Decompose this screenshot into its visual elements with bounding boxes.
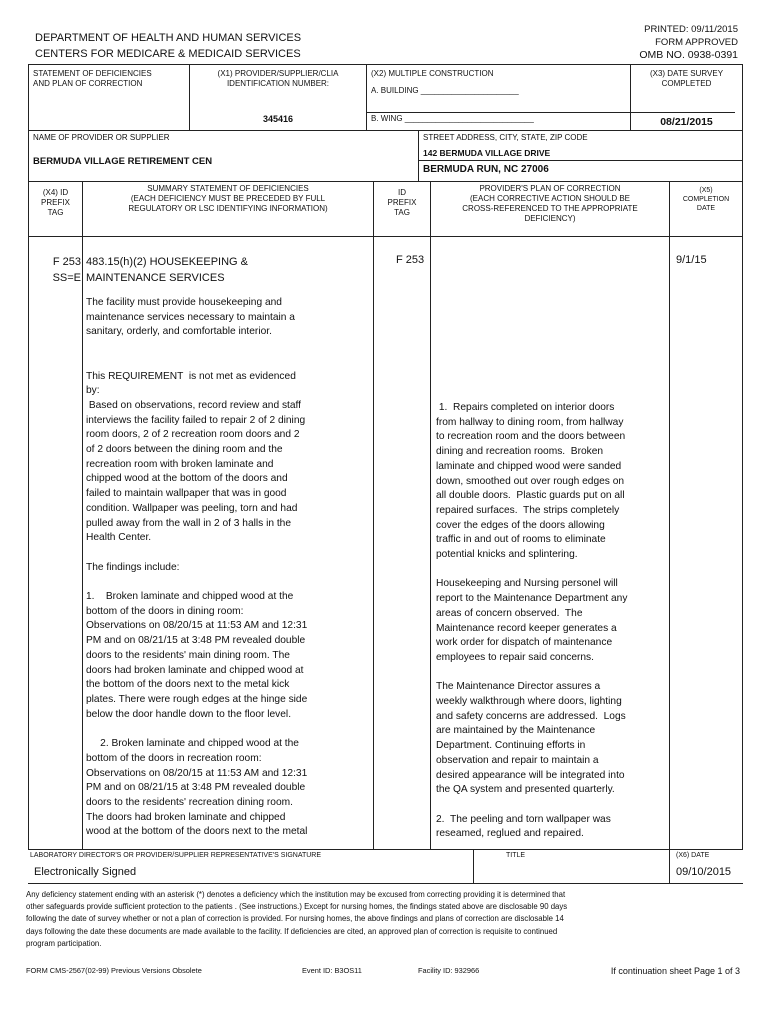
statement-label: STATEMENT OF DEFICIENCIES AND PLAN OF CORRECTION	[33, 69, 152, 88]
x1-value: 345416	[262, 114, 294, 124]
title-divider	[473, 849, 474, 883]
x2-divider	[366, 64, 367, 130]
date-divider	[669, 849, 670, 883]
deficiency-text: The facility must provide housekeeping and maintenance services necessary to maintain a sanitary, orderly, and comfortable interior. This REQUIREMENT is not met as evidenced by: Based on observations, record review and staff interviews the facility failed to repair 2 of 2 dining room doors, 2 of 2 recreation room doors and 2 of 2 doors between the dining room and the recreation room with broken laminate and chipped wood at the bottom of the doors and failed to maintain wallpaper that was in good condition. Wallpaper was peeling, torn and had pulled away from the wall in 2 of 3 halls in the Health Center. The findings include: 1. Broken laminate and chipped wood at the bottom of the doors in dining room: Observations on 08/20/15 at 11:53 AM and 12:31 PM and on 08/21/15 at 3:48 PM revealed double doors to the residents' main dining room. The doors had broken laminate and chipped wood at the bottom of the doors next to the metal kick plates. There were rough edges at the hinge side below the door handle down to the floor level. 2. Broken laminate and chipped wood at the bottom of the doors in recreation room: Observations on 08/20/15 at 11:53 AM and 12:31 PM and on 08/21/15 at 3:48 PM revealed double doors to the residents' recreation dining room. The doors had broken laminate and chipped wood at the bottom of the doors next to the metal	[86, 297, 308, 838]
page-indicator: If continuation sheet Page 1 of 3	[610, 966, 740, 976]
x4-column-divider	[82, 181, 83, 849]
form-number: FORM CMS-2567(02-99) Previous Versions Obsolete	[26, 966, 202, 975]
address-rule	[418, 160, 743, 161]
id-prefix-header: ID PREFIX TAG	[387, 188, 417, 217]
event-id: Event ID: B3OS11	[302, 966, 362, 975]
plan-tag: F 253	[396, 254, 425, 266]
city-state-zip: BERMUDA RUN, NC 27006	[423, 164, 549, 175]
provider-name: BERMUDA VILLAGE RETIREMENT CEN	[33, 156, 213, 167]
street-address: 142 BERMUDA VILLAGE DRIVE	[423, 148, 551, 158]
deficiency-tag: F 253 SS=E	[52, 256, 81, 284]
provider-name-label: NAME OF PROVIDER OR SUPPLIER	[33, 133, 170, 142]
summary-column-divider	[373, 181, 374, 849]
right-border	[742, 64, 743, 849]
x3-label: (X3) DATE SURVEY COMPLETED	[649, 69, 724, 88]
agency-title: CENTERS FOR MEDICARE & MEDICAID SERVICES	[35, 48, 301, 60]
address-label: STREET ADDRESS, CITY, STATE, ZIP CODE	[423, 133, 588, 142]
printed-date: PRINTED: 09/11/2015	[644, 24, 738, 35]
wing-label: B. WING _____________________________	[371, 114, 534, 123]
body-bottom-rule	[28, 849, 743, 850]
survey-date: 08/21/2015	[660, 116, 713, 128]
omb-number: OMB NO. 0938-0391	[639, 49, 738, 61]
department-title: DEPARTMENT OF HEALTH AND HUMAN SERVICES	[35, 32, 302, 44]
plan-column-divider	[669, 181, 670, 849]
signature-value: Electronically Signed	[34, 866, 137, 878]
date-label: (X6) DATE	[676, 852, 710, 859]
facility-id: Facility ID: 932966	[418, 966, 480, 975]
id-column-divider	[430, 181, 431, 849]
building-wing-rule	[367, 112, 735, 113]
x2-label: (X2) MULTIPLE CONSTRUCTION	[371, 69, 494, 78]
building-label: A. BUILDING ______________________	[371, 86, 519, 95]
left-border	[28, 64, 29, 849]
deficiency-heading: 483.15(h)(2) HOUSEKEEPING & MAINTENANCE SERVICES	[86, 256, 249, 284]
x5-header: (X5) COMPLETION DATE	[682, 187, 730, 212]
x4-header: (X4) ID PREFIX TAG	[41, 188, 70, 217]
summary-header: SUMMARY STATEMENT OF DEFICIENCIES (EACH DEFICIENCY MUST BE PRECEDED BY FULL REGULATORY OR LSC IDENTIFYING INFORMATION)	[128, 184, 328, 213]
top-rule	[28, 64, 743, 65]
id-block-rule	[28, 130, 743, 131]
form-approved: FORM APPROVED	[655, 37, 738, 48]
signature-rule	[28, 883, 743, 884]
signature-date: 09/10/2015	[676, 866, 732, 878]
plan-of-correction-text: 1. Repairs completed on interior doors from hallway to dining room, from hallway to recreation room and the doors between dining and recreation rooms. Broken laminate and chipped wood were sanded down, smoothed out over rough edges on all double doors. Plastic guards put on all repaired surfaces. The strips completely cover the edges of the doors allowing traffic in and out of rooms to eliminate potential knicks and splintering. Housekeeping and Nursing personel will report to the Maintenance Department any areas of concern observed. The Maintenance record keeper generates a work order for dispatch of maintenance employees to repair said concerns. The Maintenance Director assures a weekly walkthrough where doors, lighting and safety concerns are addressed. Logs are maintained by the Maintenance Department. Continuing efforts in observation and repair to maintain a desired appearance will be integrated into the QA system and presented quarterly. 2. The peeling and torn wallpaper was reseamed, reglued and repaired.	[436, 402, 628, 840]
x1-label: (X1) PROVIDER/SUPPLIER/CLIA IDENTIFICATION NUMBER:	[217, 69, 339, 88]
provider-rule	[28, 181, 743, 182]
address-divider	[418, 130, 419, 181]
plan-header: PROVIDER'S PLAN OF CORRECTION (EACH CORRECTIVE ACTION SHOULD BE CROSS-REFERENCED TO THE APPROPRIATE DEFICIENCY)	[462, 184, 638, 223]
completion-date: 9/1/15	[676, 254, 707, 266]
column-header-rule	[28, 236, 743, 237]
signature-label: LABORATORY DIRECTOR'S OR PROVIDER/SUPPLIER REPRESENTATIVE'S SIGNATURE	[30, 852, 322, 859]
title-label: TITLE	[506, 852, 526, 859]
disclosure-footnote: Any deficiency statement ending with an asterisk (*) denotes a deficiency which the institution may be excused from correcting providing it is determined that other safeguards provide sufficient protection to the patients . (See instructions.) Except for nursing homes, the findings stated above are disclosable 90 days following the date of survey whether or not a plan of correction is provided. For nursing homes, the above findings and plans of correction are disclosable 14 days following the date these documents are made available to the facility. If deficiencies are cited, an approved plan of correction is requisite to continued program participation.	[26, 890, 568, 948]
